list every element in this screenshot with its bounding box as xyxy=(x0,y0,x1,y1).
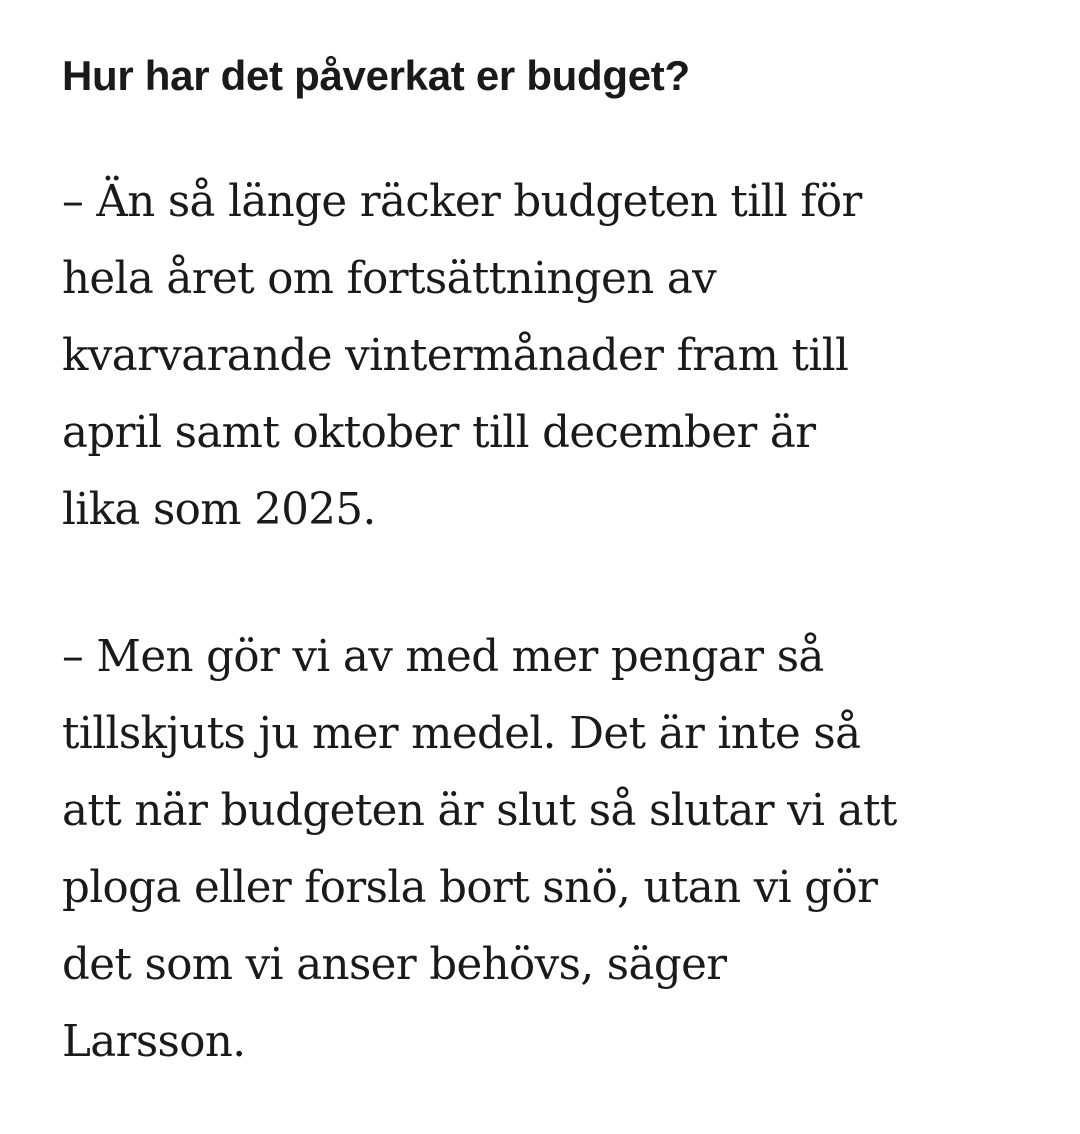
paragraph-line: det som vi anser behövs, säger xyxy=(62,940,727,990)
paragraph-line: kvarvarande vintermånader fram till xyxy=(62,331,849,381)
paragraph-line: – Men gör vi av med mer pengar så xyxy=(62,632,824,682)
question-heading: Hur har det påverkat er budget? xyxy=(62,52,690,99)
paragraph-spacer xyxy=(62,549,1052,619)
paragraph xyxy=(62,619,1052,1081)
paragraph-line: april samt oktober till december är xyxy=(62,408,816,458)
paragraph xyxy=(62,164,1052,549)
article-body xyxy=(62,46,1052,1081)
paragraph-line: hela året om fortsättningen av xyxy=(62,254,717,304)
paragraph-line: tillskjuts ju mer medel. Det är inte så xyxy=(62,709,861,759)
paragraph-line: – Än så länge räcker budgeten till för xyxy=(62,177,862,227)
paragraph-line: ploga eller forsla bort snö, utan vi gör xyxy=(62,863,878,913)
paragraph-line: att när budgeten är slut så slutar vi att xyxy=(62,786,897,836)
paragraph-line: Larsson. xyxy=(62,1017,246,1067)
paragraph-line: lika som 2025. xyxy=(62,485,376,535)
